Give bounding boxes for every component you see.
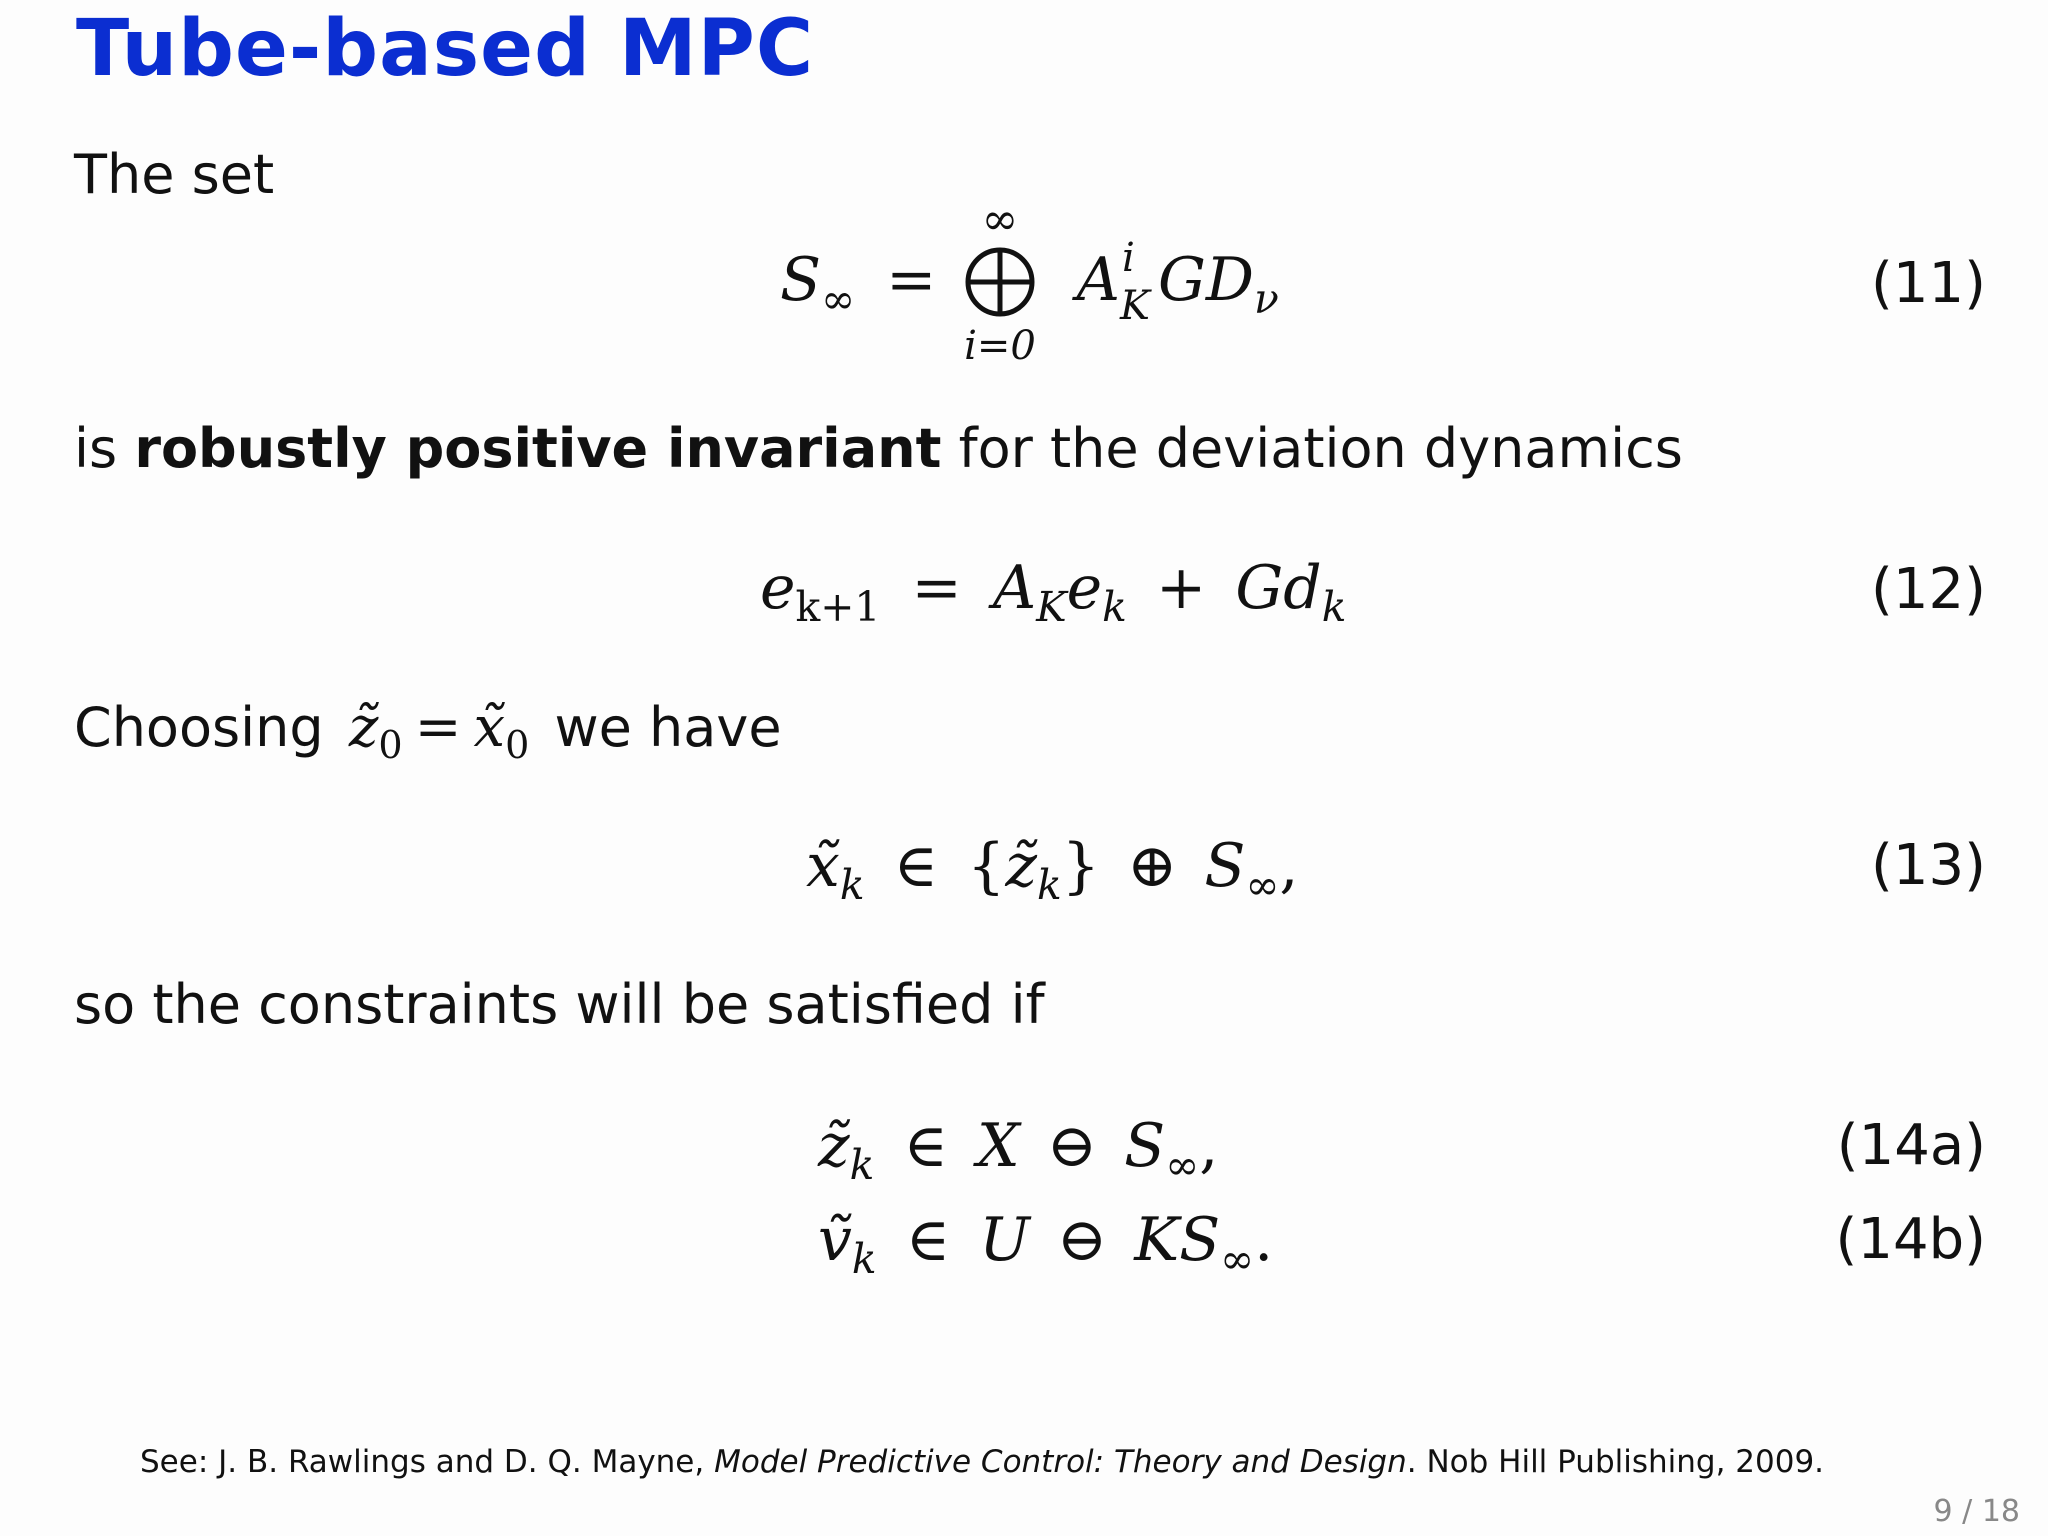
eq12-A-sub: K [1036,583,1067,631]
slide-title: Tube-based MPC [76,4,815,94]
eq11-number: (11) [1871,251,1986,316]
eq14a-ominus: ⊖ [1046,1111,1098,1181]
eq13-rbrace: } [1061,831,1100,901]
eq11-D: D [1205,245,1254,315]
choosing-text [74,695,782,768]
eq11-equals: = [886,245,937,315]
footnote-prefix: See: J. B. Rawlings and D. Q. Mayne, [140,1444,705,1480]
eq12-e-sub: k+1 [795,583,881,631]
eq13-S-sub: ∞ [1245,861,1280,909]
equation-12 [760,553,1347,631]
eq14a-S: S [1124,1111,1166,1181]
page-number: 9 / 18 [1933,1494,2020,1529]
eq13-number: (13) [1871,833,1986,898]
eq11-op-upper: ∞ [981,194,1019,245]
choose-x-sub: 0 [505,723,530,768]
eq14b-U: U [979,1205,1030,1275]
eq14b-v: ṽ [818,1205,852,1275]
choose-z-sub: 0 [378,723,403,768]
eq14b-number: (14b) [1835,1207,1986,1272]
rpi-bold-term: robustly positive invariant [134,417,942,480]
rpi-suffix: for the deviation dynamics [958,417,1683,480]
eq14b-S-sub: ∞ [1220,1235,1255,1283]
oplus-large-icon [964,246,1036,318]
eq11-op-lower: i=0 [964,323,1036,369]
choose-equals: = [414,695,462,760]
eq12-number: (12) [1871,557,1986,622]
choose-z: z̃ [348,695,379,760]
eq14a-z-sub: k [849,1141,875,1189]
choose-x: x̃ [473,695,506,760]
choosing-suffix: we have [554,696,782,759]
eq13-z: z̃ [1005,831,1037,901]
rpi-prefix: is [74,417,118,480]
eq14a-number: (14a) [1836,1113,1986,1178]
eq12-e2: e [1066,553,1103,623]
reference-footnote [140,1444,1824,1480]
intro-text: The set [74,143,275,206]
eq14a-z: z̃ [818,1111,850,1181]
eq12-equals: = [911,553,962,623]
eq11-A-sub: K [1119,283,1150,329]
eq11-D-sub: ν [1254,275,1279,323]
eq12-plus: + [1155,553,1207,623]
eq14b-period: . [1254,1205,1274,1275]
eq12-d-sub: k [1321,583,1347,631]
rpi-text [74,417,1683,480]
equation-14b [818,1205,1274,1283]
eq11-A-sup: i [1121,235,1135,281]
equation-13 [806,831,1299,909]
eq11-big-oplus [952,194,1048,378]
eq14a-X: X [976,1111,1020,1181]
eq14b-v-sub: k [851,1235,877,1283]
eq14b-S: S [1179,1205,1221,1275]
equation-14a [818,1111,1219,1189]
eq14a-comma: , [1199,1111,1219,1181]
eq14a-S-sub: ∞ [1165,1141,1200,1189]
footnote-book-title: Model Predictive Control: Theory and Design [714,1444,1407,1480]
eq14a-in: ∈ [903,1111,948,1181]
footnote-suffix: . Nob Hill Publishing, 2009. [1406,1444,1825,1480]
eq11-lhs-sub: ∞ [821,275,856,323]
eq13-x-sub: k [839,861,865,909]
eq12-G: G [1235,553,1284,623]
eq11-A: A [1076,245,1120,315]
eq13-x: x̃ [806,831,840,901]
eq13-oplus: ⊕ [1126,831,1178,901]
eq14b-in: ∈ [905,1205,951,1275]
eq12-e2-sub: k [1102,583,1127,631]
eq11-lhs: S [780,245,822,315]
eq11-G: G [1157,245,1206,315]
eq13-z-sub: k [1036,861,1062,909]
eq13-comma: , [1279,831,1299,901]
eq12-A: A [992,553,1037,623]
choosing-inline-math [348,695,530,768]
constraints-text: so the constraints will be satisfied if [74,973,1045,1036]
choosing-prefix: Choosing [74,696,324,759]
eq13-lbrace: { [967,831,1006,901]
eq14b-ominus: ⊖ [1056,1205,1108,1275]
eq13-S: S [1204,831,1246,901]
eq12-d: d [1283,553,1322,623]
eq13-in: ∈ [893,831,939,901]
eq14b-K: K [1134,1205,1180,1275]
eq12-e: e [760,553,796,623]
